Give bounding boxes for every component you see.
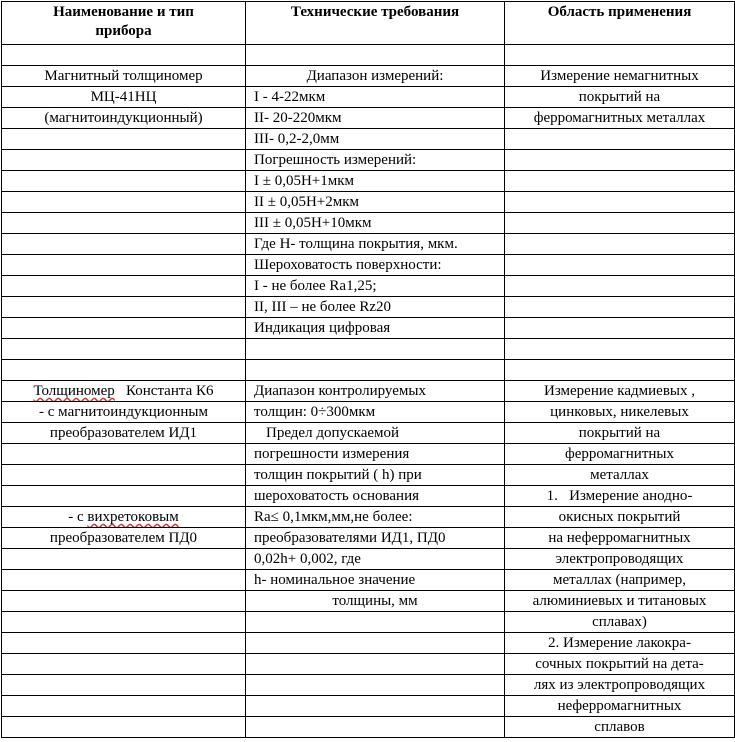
table-row [2, 486, 735, 507]
requirement-text: Диапазон контролируемых [246, 381, 505, 402]
table-row [2, 612, 735, 633]
table-row [2, 633, 735, 654]
requirement-text: III- 0,2-2,0мм [246, 129, 505, 150]
device-name: МЦ-41НЦ [2, 87, 246, 108]
requirement-text: Индикация цифровая [246, 318, 505, 339]
table-row [2, 675, 735, 696]
device-name: - с вихретоковым [2, 507, 246, 528]
requirement-text: преобразователями ИД1, ПД0 [246, 528, 505, 549]
application-text: окисных покрытий [505, 507, 735, 528]
table-row [2, 171, 735, 192]
device-name: Магнитный толщиномер [2, 66, 246, 87]
requirement-text: 0,02h+ 0,002, где [246, 549, 505, 570]
device-name: (магнитоиндукционный) [2, 108, 246, 129]
table-row [2, 339, 735, 360]
requirement-text: толщин: 0÷300мкм [246, 402, 505, 423]
requirement-text: II- 20-220мкм [246, 108, 505, 129]
table-row [2, 255, 735, 276]
requirement-text: Ra≤ 0,1мкм,мм,не более: [246, 507, 505, 528]
application-text: сочных покрытий на дета- [505, 654, 735, 675]
table-row [2, 570, 735, 591]
requirement-text: I ± 0,05H+1мкм [246, 171, 505, 192]
table-row [2, 45, 735, 66]
requirement-text: III ± 0,05H+10мкм [246, 213, 505, 234]
device-name: преобразователем ПД0 [2, 528, 246, 549]
application-text: 1. Измерение анодно- [505, 486, 735, 507]
header-row [2, 2, 735, 45]
requirement-text: толщин покрытий ( h) при [246, 465, 505, 486]
requirement-text: Диапазон измерений: [246, 66, 505, 87]
header-application: Область применения [505, 2, 735, 45]
table-row [2, 654, 735, 675]
requirement-text: I - не более Ra1,25; [246, 276, 505, 297]
header-device: Наименование и тип прибора [2, 2, 246, 45]
table-row [2, 465, 735, 486]
application-text: металлах [505, 465, 735, 486]
application-text: сплавов [505, 717, 735, 738]
requirement-text: Предел допускаемой [246, 423, 505, 444]
application-text: электропроводящих [505, 549, 735, 570]
table-row [2, 402, 735, 423]
table-row [2, 234, 735, 255]
table-row [2, 717, 735, 738]
requirement-text: h- номинальное значение [246, 570, 505, 591]
device-name: Толщиномер Константа К6 [2, 381, 246, 402]
application-text: Измерение немагнитных [505, 66, 735, 87]
table-row [2, 213, 735, 234]
requirement-text: Где Н- толщина покрытия, мкм. [246, 234, 505, 255]
table-row [2, 66, 735, 87]
table-row [2, 507, 735, 528]
application-text: покрытий на [505, 423, 735, 444]
table-row [2, 591, 735, 612]
requirement-text: Шероховатость поверхности: [246, 255, 505, 276]
application-text: на неферромагнитных [505, 528, 735, 549]
device-name: - с магнитоиндукционным [2, 402, 246, 423]
application-text: 2. Измерение лакокра- [505, 633, 735, 654]
table-row [2, 150, 735, 171]
application-text: ферромагнитных [505, 444, 735, 465]
application-text: ферромагнитных металлах [505, 108, 735, 129]
table-row [2, 423, 735, 444]
table-row [2, 528, 735, 549]
table-row [2, 87, 735, 108]
requirement-text: шероховатость основания [246, 486, 505, 507]
requirement-text: I - 4-22мкм [246, 87, 505, 108]
table-row [2, 108, 735, 129]
table-row [2, 549, 735, 570]
application-text: алюминиевых и титановых [505, 591, 735, 612]
requirement-text: толщины, мм [246, 591, 505, 612]
table-row [2, 318, 735, 339]
table-row [2, 297, 735, 318]
application-text: металлах (например, [505, 570, 735, 591]
application-text: сплавах) [505, 612, 735, 633]
application-text: Измерение кадмиевых , [505, 381, 735, 402]
application-text: покрытий на [505, 87, 735, 108]
instruments-table [1, 1, 735, 738]
table-row [2, 696, 735, 717]
header-requirements: Технические требования [246, 2, 505, 45]
table-row [2, 276, 735, 297]
requirement-text: Погрешность измерений: [246, 150, 505, 171]
table-row [2, 192, 735, 213]
table-row [2, 381, 735, 402]
requirement-text: II ± 0,05H+2мкм [246, 192, 505, 213]
application-text: лях из электропроводящих [505, 675, 735, 696]
table-row [2, 129, 735, 150]
device-name: преобразователем ИД1 [2, 423, 246, 444]
application-text: неферромагнитных [505, 696, 735, 717]
application-text: цинковых, никелевых [505, 402, 735, 423]
requirement-text: погрешности измерения [246, 444, 505, 465]
table-row [2, 360, 735, 381]
requirement-text: II, III – не более Rz20 [246, 297, 505, 318]
table-row [2, 444, 735, 465]
